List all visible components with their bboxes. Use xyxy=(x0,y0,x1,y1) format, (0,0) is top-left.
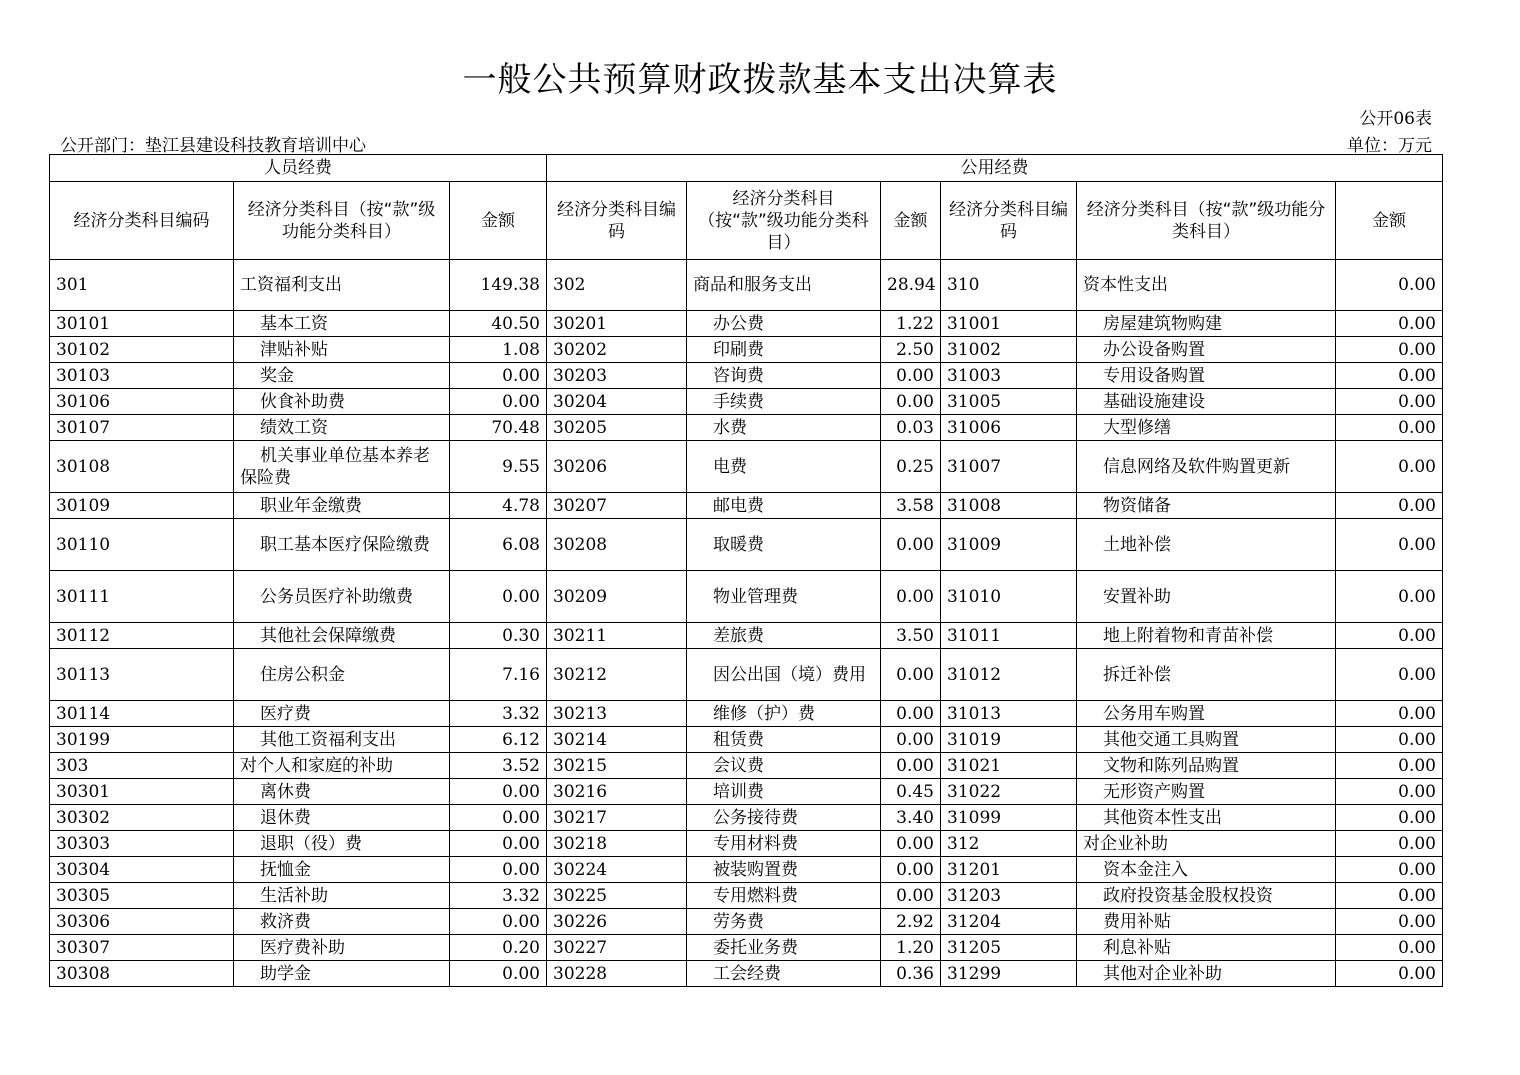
cell-item-name: 抚恤金 xyxy=(234,857,450,883)
cell-code: 30112 xyxy=(50,623,234,649)
cell-code: 30211 xyxy=(547,623,687,649)
cell-code: 30110 xyxy=(50,519,234,571)
cell-code: 31013 xyxy=(941,701,1077,727)
cell-item-name: 大型修缮 xyxy=(1077,415,1336,441)
cell-amount: 0.03 xyxy=(881,415,941,441)
cell-item-name: 手续费 xyxy=(687,389,881,415)
cell-code: 30199 xyxy=(50,727,234,753)
cell-amount: 0.00 xyxy=(1336,779,1443,805)
cell-code: 31009 xyxy=(941,519,1077,571)
table-row xyxy=(50,883,1443,909)
cell-code: 31005 xyxy=(941,389,1077,415)
cell-code: 30306 xyxy=(50,909,234,935)
table-row xyxy=(50,857,1443,883)
cell-item-name: 其他社会保障缴费 xyxy=(234,623,450,649)
cell-code: 30108 xyxy=(50,441,234,493)
cell-code: 30208 xyxy=(547,519,687,571)
cell-item-name: 资本金注入 xyxy=(1077,857,1336,883)
cell-item-name: 委托业务费 xyxy=(687,935,881,961)
cell-amount: 0.00 xyxy=(1336,831,1443,857)
cell-amount: 0.25 xyxy=(881,441,941,493)
cell-code: 30215 xyxy=(547,753,687,779)
cell-item-name: 土地补偿 xyxy=(1077,519,1336,571)
cell-code: 31001 xyxy=(941,311,1077,337)
cell-amount: 0.00 xyxy=(1336,311,1443,337)
cell-item-name: 劳务费 xyxy=(687,909,881,935)
cell-amount: 149.38 xyxy=(450,260,547,311)
cell-item-name: 商品和服务支出 xyxy=(687,260,881,311)
cell-item-name: 其他资本性支出 xyxy=(1077,805,1336,831)
cell-code: 30106 xyxy=(50,389,234,415)
cell-amount: 0.00 xyxy=(1336,363,1443,389)
cell-amount: 0.00 xyxy=(1336,415,1443,441)
col-header-code: 经济分类科目编码 xyxy=(50,182,234,260)
cell-item-name: 办公费 xyxy=(687,311,881,337)
cell-item-name: 退休费 xyxy=(234,805,450,831)
table-row xyxy=(50,337,1443,363)
cell-code: 31012 xyxy=(941,649,1077,701)
cell-code: 30103 xyxy=(50,363,234,389)
cell-item-name: 办公设备购置 xyxy=(1077,337,1336,363)
cell-code: 31008 xyxy=(941,493,1077,519)
col-header-amount: 金额 xyxy=(450,182,547,260)
cell-code: 31003 xyxy=(941,363,1077,389)
cell-amount: 3.52 xyxy=(450,753,547,779)
cell-amount: 3.40 xyxy=(881,805,941,831)
cell-code: 30308 xyxy=(50,961,234,987)
cell-amount: 1.20 xyxy=(881,935,941,961)
cell-amount: 7.16 xyxy=(450,649,547,701)
table-row xyxy=(50,571,1443,623)
cell-code: 31006 xyxy=(941,415,1077,441)
cell-amount: 0.00 xyxy=(1336,883,1443,909)
cell-code: 30202 xyxy=(547,337,687,363)
cell-amount: 0.00 xyxy=(1336,571,1443,623)
cell-amount: 6.12 xyxy=(450,727,547,753)
col-header-name: 经济分类科目（按“款”级功能分类科目） xyxy=(1077,182,1336,260)
cell-code: 312 xyxy=(941,831,1077,857)
cell-item-name: 取暖费 xyxy=(687,519,881,571)
cell-amount: 6.08 xyxy=(450,519,547,571)
table-row xyxy=(50,363,1443,389)
table-row xyxy=(50,649,1443,701)
cell-amount: 0.00 xyxy=(450,389,547,415)
cell-code: 30213 xyxy=(547,701,687,727)
cell-item-name: 基本工资 xyxy=(234,311,450,337)
cell-amount: 0.00 xyxy=(881,883,941,909)
cell-amount: 0.20 xyxy=(450,935,547,961)
col-header-code: 经济分类科目编码 xyxy=(941,182,1077,260)
cell-item-name: 基础设施建设 xyxy=(1077,389,1336,415)
cell-item-name: 培训费 xyxy=(687,779,881,805)
cell-code: 301 xyxy=(50,260,234,311)
cell-amount: 0.00 xyxy=(1336,805,1443,831)
table-number: 公开06表 xyxy=(1359,109,1432,129)
cell-amount: 0.00 xyxy=(1336,260,1443,311)
cell-item-name: 公务员医疗补助缴费 xyxy=(234,571,450,623)
cell-code: 30205 xyxy=(547,415,687,441)
cell-amount: 0.00 xyxy=(1336,701,1443,727)
cell-item-name: 医疗费 xyxy=(234,701,450,727)
cell-item-name: 费用补贴 xyxy=(1077,909,1336,935)
cell-code: 30206 xyxy=(547,441,687,493)
cell-item-name: 拆迁补偿 xyxy=(1077,649,1336,701)
col-header-amount: 金额 xyxy=(881,182,941,260)
cell-amount: 0.00 xyxy=(450,961,547,987)
cell-code: 31201 xyxy=(941,857,1077,883)
cell-code: 302 xyxy=(547,260,687,311)
cell-code: 30209 xyxy=(547,571,687,623)
cell-item-name: 工资福利支出 xyxy=(234,260,450,311)
cell-amount: 0.00 xyxy=(450,909,547,935)
page-title: 一般公共预算财政拨款基本支出决算表 xyxy=(462,60,1058,100)
cell-amount: 0.00 xyxy=(1336,961,1443,987)
cell-item-name: 公务用车购置 xyxy=(1077,701,1336,727)
cell-code: 30107 xyxy=(50,415,234,441)
public-group-header: 公用经费 xyxy=(547,155,1443,182)
cell-item-name: 奖金 xyxy=(234,363,450,389)
table-row xyxy=(50,519,1443,571)
cell-code: 303 xyxy=(50,753,234,779)
cell-code: 30301 xyxy=(50,779,234,805)
cell-code: 30102 xyxy=(50,337,234,363)
cell-item-name: 生活补助 xyxy=(234,883,450,909)
cell-item-name: 政府投资基金股权投资 xyxy=(1077,883,1336,909)
cell-amount: 0.00 xyxy=(1336,727,1443,753)
cell-code: 31019 xyxy=(941,727,1077,753)
cell-item-name: 救济费 xyxy=(234,909,450,935)
expenditure-table xyxy=(49,154,1443,987)
cell-code: 30225 xyxy=(547,883,687,909)
cell-amount: 70.48 xyxy=(450,415,547,441)
cell-amount: 0.00 xyxy=(881,701,941,727)
cell-item-name: 工会经费 xyxy=(687,961,881,987)
cell-item-name: 电费 xyxy=(687,441,881,493)
cell-code: 30204 xyxy=(547,389,687,415)
cell-amount: 0.00 xyxy=(450,805,547,831)
table-row xyxy=(50,260,1443,311)
cell-code: 30207 xyxy=(547,493,687,519)
cell-code: 31011 xyxy=(941,623,1077,649)
cell-code: 31203 xyxy=(941,883,1077,909)
cell-code: 30304 xyxy=(50,857,234,883)
cell-item-name: 专用燃料费 xyxy=(687,883,881,909)
table-row xyxy=(50,389,1443,415)
cell-code: 30109 xyxy=(50,493,234,519)
cell-amount: 40.50 xyxy=(450,311,547,337)
cell-amount: 0.00 xyxy=(1336,753,1443,779)
cell-code: 31299 xyxy=(941,961,1077,987)
cell-item-name: 信息网络及软件购置更新 xyxy=(1077,441,1336,493)
cell-amount: 0.00 xyxy=(1336,493,1443,519)
cell-amount: 0.00 xyxy=(450,571,547,623)
cell-item-name: 绩效工资 xyxy=(234,415,450,441)
cell-amount: 0.00 xyxy=(450,857,547,883)
cell-item-name: 助学金 xyxy=(234,961,450,987)
cell-code: 30201 xyxy=(547,311,687,337)
table-row xyxy=(50,961,1443,987)
cell-amount: 0.00 xyxy=(881,649,941,701)
cell-amount: 0.00 xyxy=(1336,389,1443,415)
cell-item-name: 物业管理费 xyxy=(687,571,881,623)
cell-amount: 0.00 xyxy=(881,389,941,415)
cell-code: 30226 xyxy=(547,909,687,935)
table-row xyxy=(50,441,1443,493)
cell-item-name: 物资储备 xyxy=(1077,493,1336,519)
cell-amount: 28.94 xyxy=(881,260,941,311)
cell-amount: 0.00 xyxy=(1336,935,1443,961)
cell-item-name: 对企业补助 xyxy=(1077,831,1336,857)
cell-amount: 0.00 xyxy=(881,571,941,623)
cell-amount: 0.00 xyxy=(1336,857,1443,883)
cell-code: 30302 xyxy=(50,805,234,831)
cell-code: 31022 xyxy=(941,779,1077,805)
cell-item-name: 其他工资福利支出 xyxy=(234,727,450,753)
cell-code: 30218 xyxy=(547,831,687,857)
cell-item-name: 因公出国（境）费用 xyxy=(687,649,881,701)
cell-item-name: 地上附着物和青苗补偿 xyxy=(1077,623,1336,649)
col-header-name: 经济分类科目（按“款”级功能分类科目） xyxy=(234,182,450,260)
cell-amount: 1.08 xyxy=(450,337,547,363)
cell-code: 31204 xyxy=(941,909,1077,935)
cell-code: 30224 xyxy=(547,857,687,883)
cell-code: 30101 xyxy=(50,311,234,337)
cell-amount: 0.00 xyxy=(450,363,547,389)
table-row xyxy=(50,909,1443,935)
department-label: 公开部门：垫江县建设科技教育培训中心 xyxy=(60,136,366,156)
cell-item-name: 其他交通工具购置 xyxy=(1077,727,1336,753)
cell-code: 30228 xyxy=(547,961,687,987)
cell-amount: 0.00 xyxy=(1336,909,1443,935)
table-row xyxy=(50,779,1443,805)
cell-item-name: 医疗费补助 xyxy=(234,935,450,961)
cell-code: 30217 xyxy=(547,805,687,831)
cell-amount: 0.00 xyxy=(1336,519,1443,571)
cell-item-name: 专用材料费 xyxy=(687,831,881,857)
cell-item-name: 对个人和家庭的补助 xyxy=(234,753,450,779)
cell-item-name: 资本性支出 xyxy=(1077,260,1336,311)
cell-item-name: 退职（役）费 xyxy=(234,831,450,857)
table-row xyxy=(50,831,1443,857)
cell-amount: 0.00 xyxy=(450,779,547,805)
table-row xyxy=(50,701,1443,727)
table-row xyxy=(50,493,1443,519)
cell-item-name: 邮电费 xyxy=(687,493,881,519)
cell-item-name: 住房公积金 xyxy=(234,649,450,701)
cell-item-name: 被装购置费 xyxy=(687,857,881,883)
cell-item-name: 津贴补贴 xyxy=(234,337,450,363)
table-row xyxy=(50,727,1443,753)
col-header-amount: 金额 xyxy=(1336,182,1443,260)
table-row xyxy=(50,311,1443,337)
cell-item-name: 文物和陈列品购置 xyxy=(1077,753,1336,779)
cell-amount: 0.45 xyxy=(881,779,941,805)
cell-item-name: 机关事业单位基本养老保险费 xyxy=(234,441,450,493)
col-header-code: 经济分类科目编码 xyxy=(547,182,687,260)
cell-item-name: 职工基本医疗保险缴费 xyxy=(234,519,450,571)
cell-code: 30307 xyxy=(50,935,234,961)
cell-code: 31010 xyxy=(941,571,1077,623)
cell-amount: 0.00 xyxy=(881,727,941,753)
cell-amount: 0.00 xyxy=(450,831,547,857)
cell-amount: 2.92 xyxy=(881,909,941,935)
cell-code: 31002 xyxy=(941,337,1077,363)
cell-item-name: 差旅费 xyxy=(687,623,881,649)
cell-amount: 3.32 xyxy=(450,701,547,727)
table-row xyxy=(50,935,1443,961)
personnel-group-header: 人员经费 xyxy=(50,155,547,182)
cell-item-name: 离休费 xyxy=(234,779,450,805)
cell-item-name: 职业年金缴费 xyxy=(234,493,450,519)
cell-amount: 4.78 xyxy=(450,493,547,519)
cell-code: 310 xyxy=(941,260,1077,311)
cell-code: 31099 xyxy=(941,805,1077,831)
cell-code: 31007 xyxy=(941,441,1077,493)
cell-item-name: 利息补贴 xyxy=(1077,935,1336,961)
cell-item-name: 水费 xyxy=(687,415,881,441)
cell-item-name: 专用设备购置 xyxy=(1077,363,1336,389)
cell-amount: 0.30 xyxy=(450,623,547,649)
table-row xyxy=(50,623,1443,649)
cell-amount: 0.00 xyxy=(1336,623,1443,649)
cell-amount: 0.00 xyxy=(881,857,941,883)
cell-item-name: 安置补助 xyxy=(1077,571,1336,623)
cell-code: 30216 xyxy=(547,779,687,805)
cell-amount: 3.32 xyxy=(450,883,547,909)
cell-amount: 2.50 xyxy=(881,337,941,363)
cell-code: 30303 xyxy=(50,831,234,857)
cell-amount: 1.22 xyxy=(881,311,941,337)
cell-item-name: 印刷费 xyxy=(687,337,881,363)
cell-code: 31021 xyxy=(941,753,1077,779)
col-header-name: 经济分类科目（按“款”级功能分类科目） xyxy=(687,182,881,260)
cell-code: 30214 xyxy=(547,727,687,753)
cell-code: 30111 xyxy=(50,571,234,623)
cell-code: 30305 xyxy=(50,883,234,909)
cell-amount: 0.00 xyxy=(1336,649,1443,701)
cell-item-name: 会议费 xyxy=(687,753,881,779)
cell-amount: 0.00 xyxy=(881,519,941,571)
table-row xyxy=(50,805,1443,831)
cell-code: 30227 xyxy=(547,935,687,961)
cell-code: 30114 xyxy=(50,701,234,727)
cell-code: 30113 xyxy=(50,649,234,701)
cell-item-name: 维修（护）费 xyxy=(687,701,881,727)
cell-amount: 3.50 xyxy=(881,623,941,649)
cell-amount: 9.55 xyxy=(450,441,547,493)
cell-amount: 0.00 xyxy=(881,831,941,857)
cell-amount: 0.36 xyxy=(881,961,941,987)
cell-item-name: 咨询费 xyxy=(687,363,881,389)
cell-amount: 3.58 xyxy=(881,493,941,519)
cell-amount: 0.00 xyxy=(881,753,941,779)
cell-item-name: 租赁费 xyxy=(687,727,881,753)
cell-code: 30203 xyxy=(547,363,687,389)
cell-amount: 0.00 xyxy=(1336,337,1443,363)
table-row xyxy=(50,415,1443,441)
cell-amount: 0.00 xyxy=(881,363,941,389)
unit-label: 单位：万元 xyxy=(1347,136,1432,156)
cell-item-name: 无形资产购置 xyxy=(1077,779,1336,805)
cell-item-name: 其他对企业补助 xyxy=(1077,961,1336,987)
cell-item-name: 公务接待费 xyxy=(687,805,881,831)
cell-item-name: 伙食补助费 xyxy=(234,389,450,415)
cell-code: 31205 xyxy=(941,935,1077,961)
cell-code: 30212 xyxy=(547,649,687,701)
cell-amount: 0.00 xyxy=(1336,441,1443,493)
cell-item-name: 房屋建筑物购建 xyxy=(1077,311,1336,337)
table-row xyxy=(50,753,1443,779)
